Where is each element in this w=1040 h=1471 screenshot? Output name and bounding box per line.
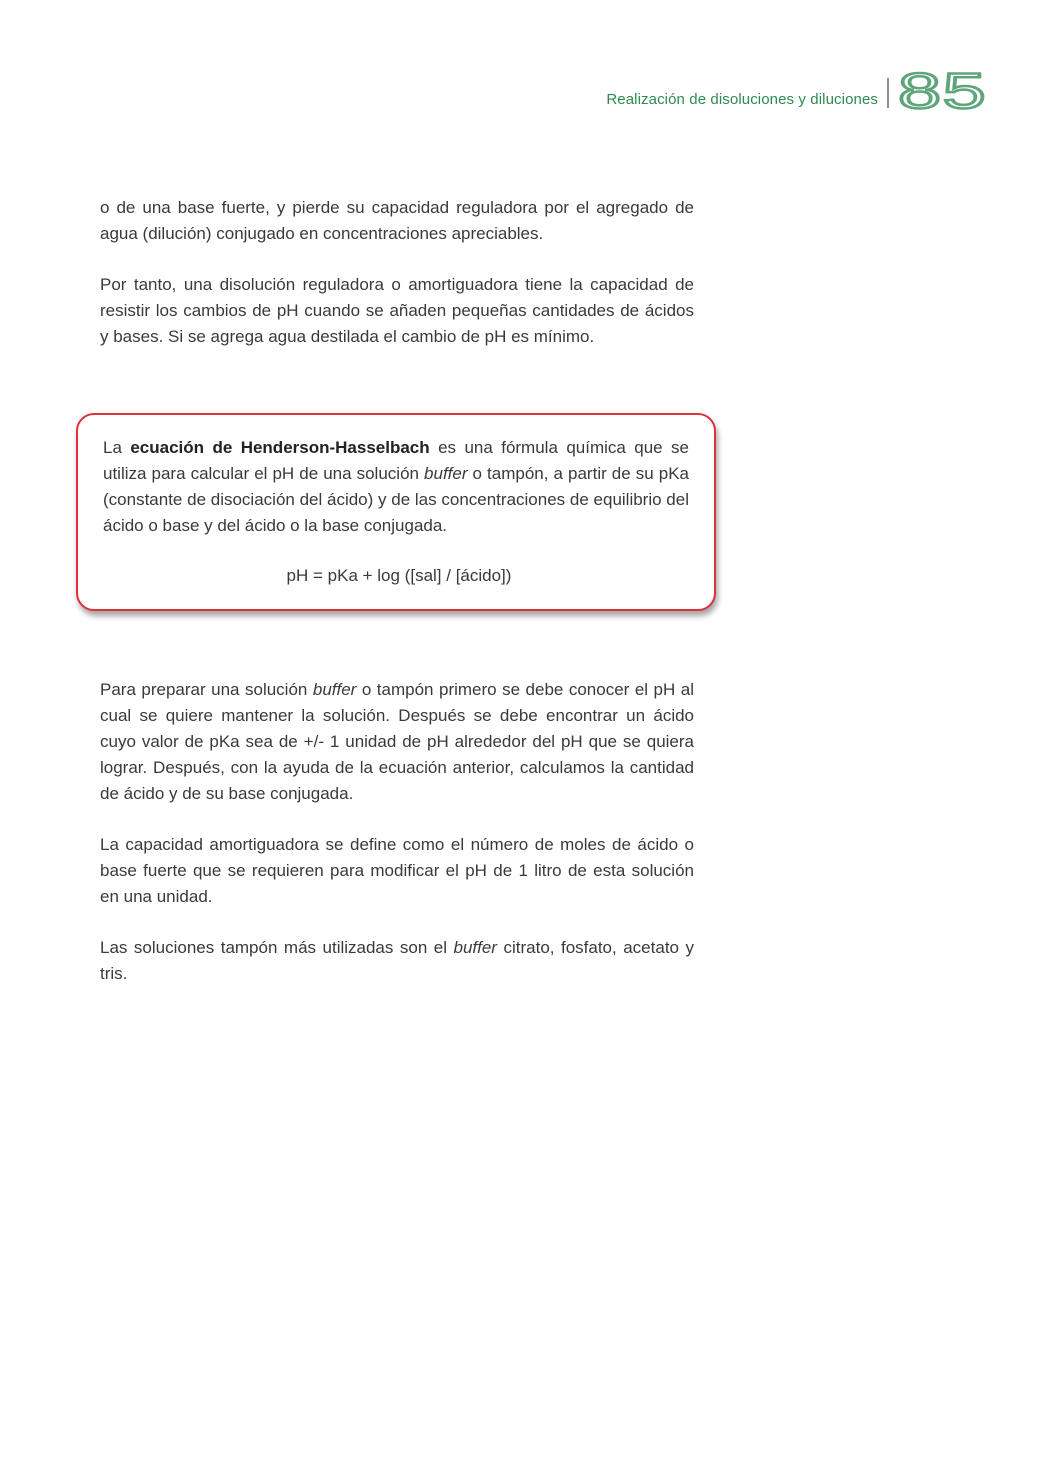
paragraph-1: o de una base fuerte, y pierde su capacidad reguladora por el agregado de agua (dilución) conjugado en concentraciones apreciables. <box>100 198 694 244</box>
paragraph-5-after: citrato, fosfato, acetato y tris. <box>100 938 694 984</box>
paragraph-3-italic: buffer <box>312 679 357 699</box>
paragraph-5 <box>100 935 694 987</box>
callout-italic-term: buffer <box>424 463 468 483</box>
paragraph-3-after: o tampón primero se debe conocer el pH al cual se quiere mantener la solución. Después se debe encontrar un ácido cuyo valor de pKa sea de +/- 1 unidad de pH alrededor del pH que se quiera lograr. Después, con la ayuda de la ecuación anterior, calculamos la cantidad de ácido y de su base conjugada. <box>100 679 694 804</box>
henderson-hasselbach-formula: pH = pKa + log ([sal] / [ácido]) <box>286 566 512 586</box>
callout-definition <box>103 435 689 540</box>
callout-bold-term: ecuación de Henderson-Hasselbach <box>130 437 430 457</box>
running-header <box>606 63 988 119</box>
paragraph-5-before: Las soluciones tampón más utilizadas son el <box>100 938 454 958</box>
paragraph-3 <box>100 677 694 808</box>
page-body <box>100 195 694 988</box>
callout-text-after: o tampón, a partir de su pKa (constante de disociación del ácido) y de las concentraciones de equilibrio del ácido o base y del ácido o la base conjugada. <box>103 463 689 536</box>
header-divider <box>887 78 889 108</box>
paragraph-4: La capacidad amortiguadora se define como el número de moles de ácido o base fuerte que se requieren para modificar el pH de 1 litro de esta solución en una unidad. <box>100 835 694 907</box>
callout-text-before: La <box>103 437 131 457</box>
paragraph-5-italic: buffer <box>453 938 497 958</box>
henderson-hasselbach-callout <box>76 413 716 611</box>
callout-text-mid: es una fórmula química que se utiliza para calcular el pH de una solución <box>103 437 689 483</box>
running-title: Realización de disoluciones y diluciones <box>606 90 878 108</box>
page-number: 85 <box>898 63 988 119</box>
paragraph-3-before: Para preparar una solución <box>100 679 313 699</box>
paragraph-2: Por tanto, una disolución reguladora o amortiguadora tiene la capacidad de resistir los cambios de pH cuando se añaden pequeñas cantidades de ácidos y bases. Si se agrega agua destilada el cambio de pH es mínimo. <box>100 274 694 347</box>
